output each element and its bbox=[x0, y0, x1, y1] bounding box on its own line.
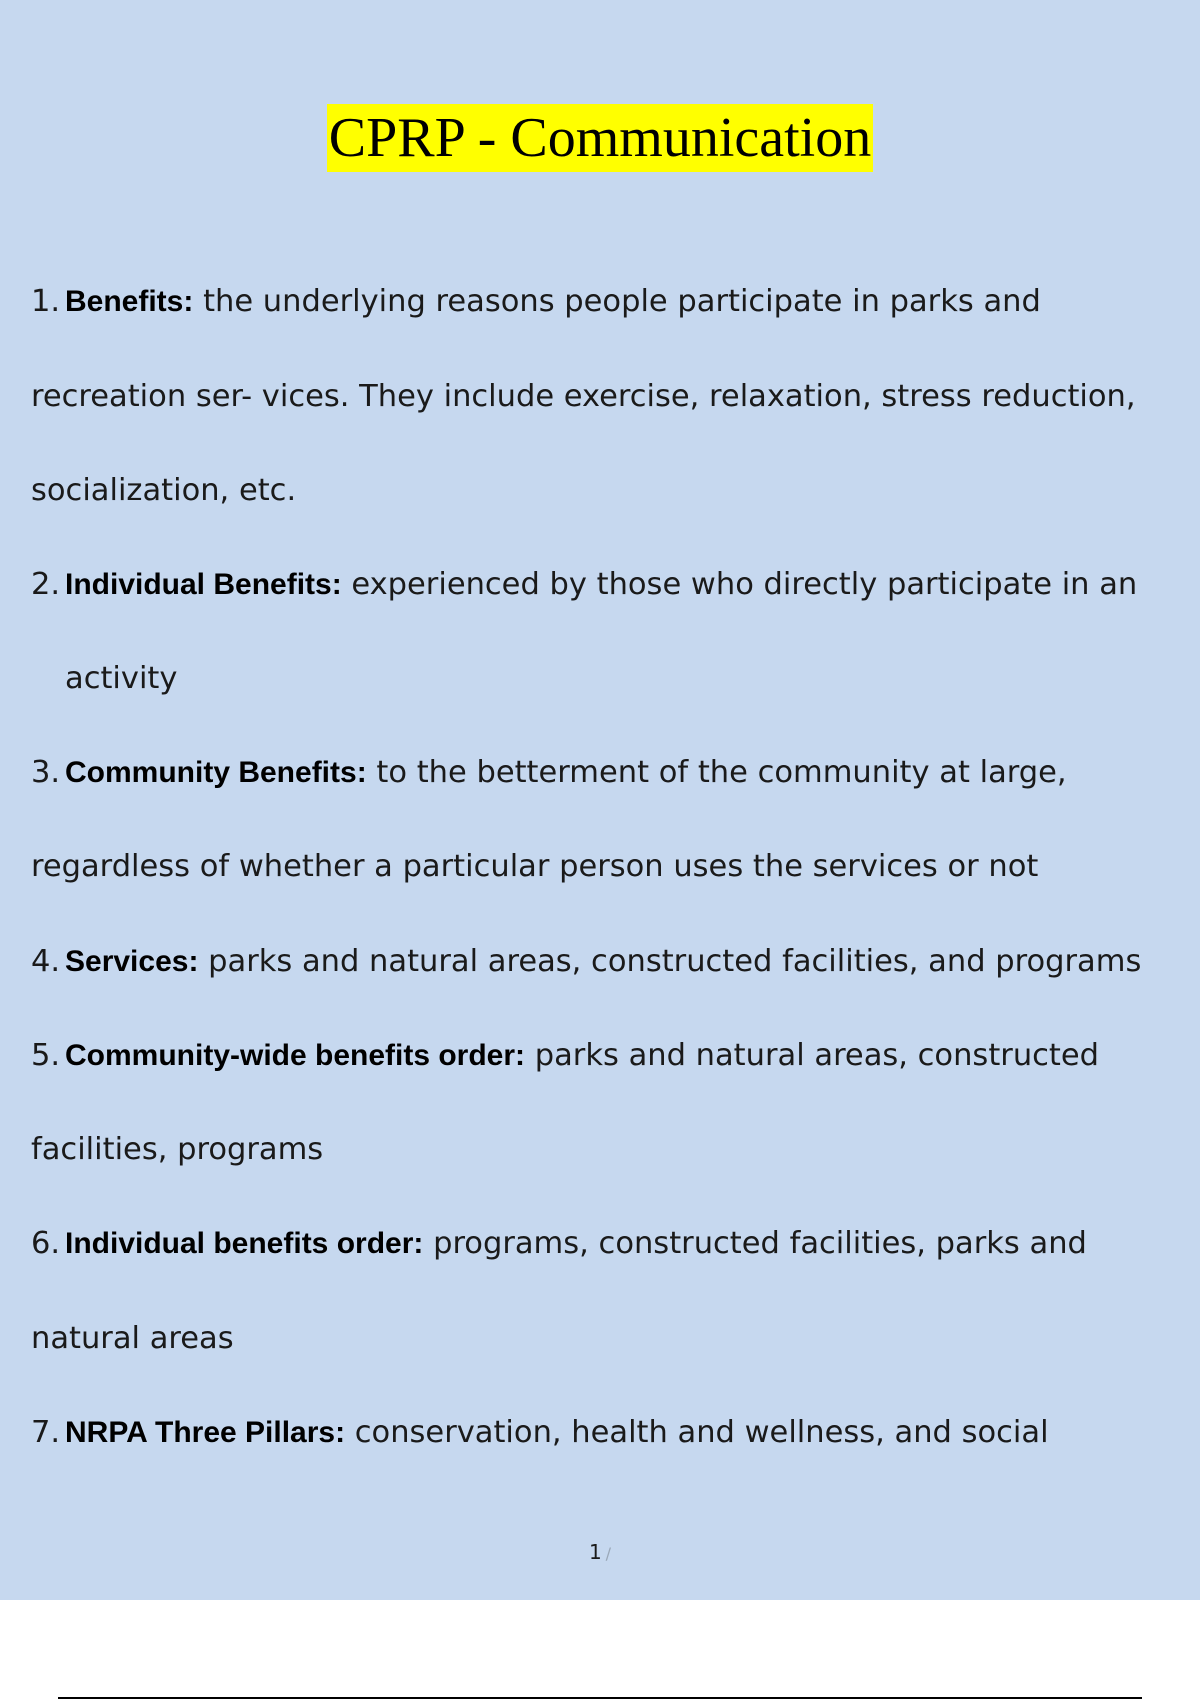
list-item-number: 7. bbox=[31, 1415, 61, 1450]
list-item-text: facilities, programs bbox=[31, 1132, 324, 1167]
list-item-text: to the betterment of the community at large, bbox=[376, 755, 1067, 790]
document-title: CPRP - Communication bbox=[327, 104, 873, 172]
list-item-number: 1. bbox=[31, 284, 61, 319]
list-item-2 bbox=[31, 565, 1137, 605]
list-item-text: experienced by those who directly participate in an bbox=[351, 567, 1138, 602]
list-item-text: parks and natural areas, constructed facilities, and programs bbox=[208, 944, 1142, 979]
list-item-text: activity bbox=[65, 661, 178, 696]
list-item-3-continuation bbox=[31, 847, 1038, 887]
title-container bbox=[0, 104, 1200, 172]
list-item-6-continuation bbox=[31, 1319, 234, 1359]
list-item-number: 3. bbox=[31, 755, 61, 790]
list-item-term: Benefits: bbox=[65, 285, 194, 318]
footer-divider bbox=[58, 1697, 1142, 1699]
list-item-number: 2. bbox=[31, 567, 61, 602]
list-item-2-continuation bbox=[65, 659, 177, 699]
list-item-5 bbox=[31, 1036, 1099, 1076]
list-item-text: parks and natural areas, constructed bbox=[534, 1038, 1099, 1073]
list-item-1 bbox=[31, 282, 1041, 322]
list-item-number: 4. bbox=[31, 944, 61, 979]
list-item-term: Community-wide benefits order: bbox=[65, 1039, 526, 1072]
list-item-3 bbox=[31, 753, 1067, 793]
list-item-term: Services: bbox=[65, 945, 199, 978]
list-item-text: the underlying reasons people participate in parks and bbox=[203, 284, 1041, 319]
list-item-7 bbox=[31, 1413, 1049, 1453]
list-item-4 bbox=[31, 942, 1141, 982]
list-item-text: socialization, etc. bbox=[31, 473, 297, 508]
list-item-text: programs, constructed facilities, parks and bbox=[433, 1226, 1087, 1261]
list-item-number: 6. bbox=[31, 1226, 61, 1261]
page-number-value: 1 bbox=[588, 1540, 602, 1564]
list-item-term: Individual Benefits: bbox=[65, 568, 342, 601]
list-item-6 bbox=[31, 1224, 1087, 1264]
list-item-number: 5. bbox=[31, 1038, 61, 1073]
list-item-5-continuation bbox=[31, 1130, 323, 1170]
list-item-text: recreation ser- vices. They include exercise, relaxation, stress reduction, bbox=[31, 379, 1136, 414]
page-number-separator: / bbox=[605, 1544, 612, 1563]
list-item-term: Individual benefits order: bbox=[65, 1227, 424, 1260]
list-item-text: natural areas bbox=[31, 1321, 234, 1356]
page-number bbox=[0, 1540, 1200, 1564]
list-item-term: Community Benefits: bbox=[65, 756, 367, 789]
list-item-1-continuation bbox=[31, 377, 1136, 417]
list-item-1-continuation bbox=[31, 471, 296, 511]
list-item-term: NRPA Three Pillars: bbox=[65, 1416, 346, 1449]
list-item-text: regardless of whether a particular person uses the services or not bbox=[31, 849, 1039, 884]
list-item-text: conservation, health and wellness, and social bbox=[354, 1415, 1049, 1450]
